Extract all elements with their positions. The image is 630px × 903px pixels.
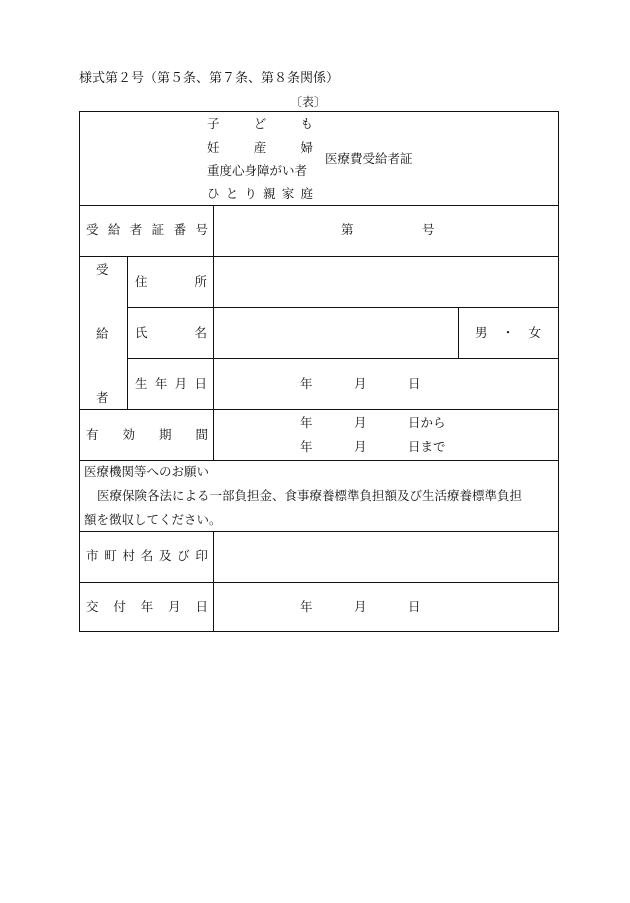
birth-year: 年 bbox=[300, 376, 313, 391]
title-char: 家 bbox=[281, 186, 295, 201]
row-divider bbox=[80, 582, 558, 583]
request-title: 医療機関等へのお願い bbox=[84, 464, 210, 479]
row-divider bbox=[80, 531, 558, 532]
address-label: 住 所 bbox=[135, 274, 207, 289]
gender-options[interactable]: 男 ・ 女 bbox=[475, 325, 541, 340]
title-char: り bbox=[244, 186, 257, 201]
certificate-title: 医療費受給者証 bbox=[325, 151, 413, 166]
column-divider bbox=[213, 205, 214, 460]
form-number: 様式第２号（第５条、第７条、第８条関係） bbox=[79, 71, 340, 86]
title-line-maternal bbox=[207, 142, 313, 155]
request-line-2: 額を徴収してください。 bbox=[84, 512, 222, 527]
row-divider bbox=[80, 409, 558, 410]
birth-label: 生 年 月 日 bbox=[135, 376, 207, 391]
municipality-field[interactable] bbox=[216, 533, 556, 580]
validity-from-year: 年 bbox=[300, 415, 313, 430]
row-divider bbox=[80, 460, 558, 461]
birth-month: 月 bbox=[354, 376, 367, 391]
municipality-label: 市 町 村 名 及 び 印 bbox=[86, 548, 208, 563]
request-line-1: 医療保険各法による一部負担金、食事療養標準負担額及び生活療養標準負担 bbox=[97, 488, 523, 503]
title-char: 妊 bbox=[207, 140, 220, 155]
name-field[interactable] bbox=[216, 309, 456, 356]
cert-no-prefix: 第 bbox=[341, 222, 354, 237]
certificate-form bbox=[79, 111, 559, 632]
issue-label: 交 付 年 月 日 bbox=[86, 599, 208, 614]
address-field[interactable] bbox=[216, 258, 556, 305]
title-char: 婦 bbox=[300, 140, 313, 155]
issue-year: 年 bbox=[300, 599, 313, 614]
validity-from-day: 日から bbox=[408, 415, 446, 430]
issue-month: 月 bbox=[354, 599, 367, 614]
title-line-child bbox=[207, 118, 313, 131]
cert-no-suffix: 号 bbox=[422, 222, 435, 237]
name-label: 氏 名 bbox=[135, 325, 207, 340]
validity-to-year: 年 bbox=[300, 439, 313, 454]
birth-day: 日 bbox=[408, 376, 421, 391]
title-line-disability: 重度心身障がい者 bbox=[207, 163, 308, 178]
column-divider bbox=[127, 256, 128, 409]
cert-no-label: 受 給 者 証 番 号 bbox=[86, 222, 208, 237]
title-char: 庭 bbox=[300, 186, 313, 201]
row-divider bbox=[127, 307, 558, 308]
title-char: ひ bbox=[207, 186, 220, 201]
title-char: ど bbox=[253, 116, 267, 131]
row-divider bbox=[80, 205, 558, 206]
title-char: 産 bbox=[253, 140, 267, 155]
row-divider bbox=[80, 256, 558, 257]
column-divider bbox=[213, 531, 214, 631]
title-char: も bbox=[300, 116, 313, 131]
validity-to-month: 月 bbox=[354, 439, 367, 454]
title-char: 子 bbox=[207, 116, 220, 131]
side-label: 〔表〕 bbox=[290, 95, 327, 109]
recipient-group-label: 受 給 者 bbox=[96, 262, 109, 405]
validity-to-day: 日まで bbox=[408, 439, 446, 454]
title-line-single-parent bbox=[207, 188, 313, 201]
row-divider bbox=[127, 358, 558, 359]
validity-from-month: 月 bbox=[354, 415, 367, 430]
title-char: 親 bbox=[263, 186, 276, 201]
column-divider bbox=[458, 307, 459, 358]
title-char: と bbox=[225, 186, 239, 201]
issue-day: 日 bbox=[408, 599, 421, 614]
validity-label: 有 効 期 間 bbox=[86, 427, 208, 442]
